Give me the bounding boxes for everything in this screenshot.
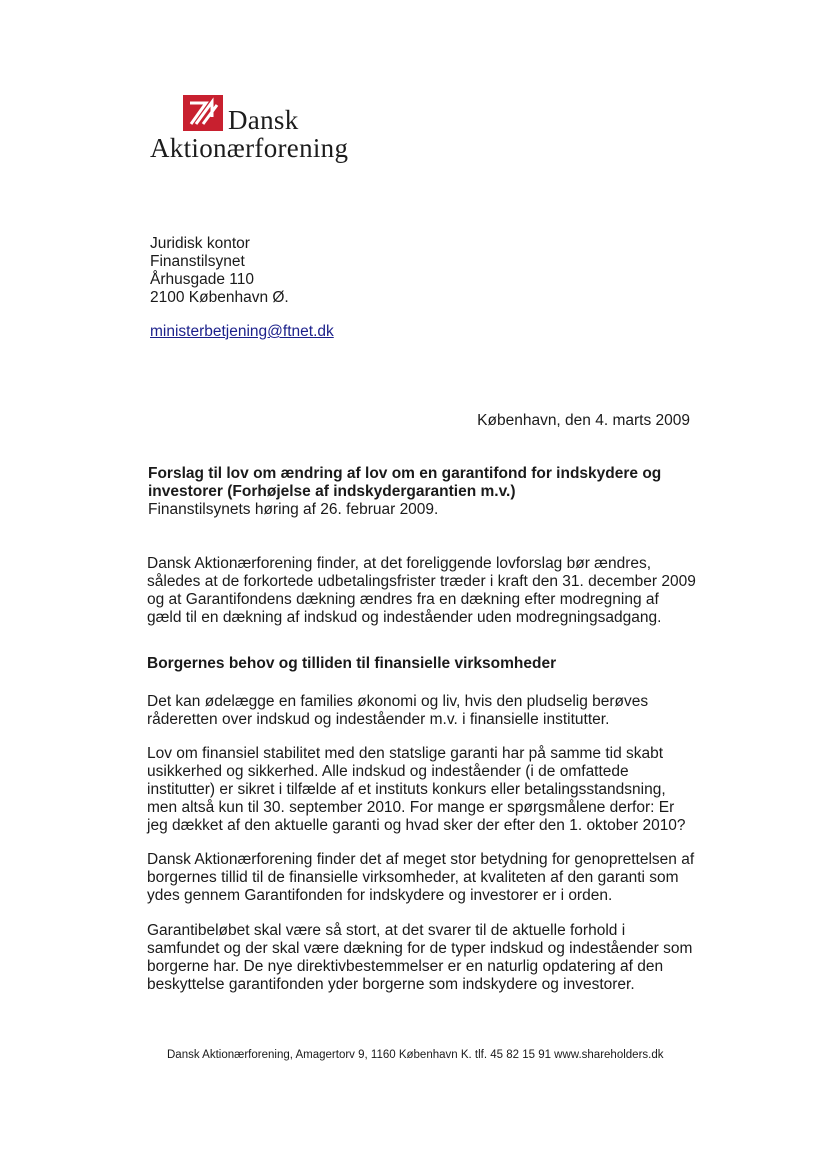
paragraph-line: Dansk Aktionærforening finder det af meget stor betydning for genoprettelsen af [147,851,695,868]
section-heading: Borgernes behov og tilliden til finansielle virksomheder [147,655,557,672]
address-line: Finanstilsynet [150,253,245,270]
logo-mark-icon [183,95,223,131]
dateline: København, den 4. marts 2009 [477,412,690,429]
recipient-address [150,235,289,307]
address-line: 2100 København Ø. [150,289,289,306]
paragraph-line: og at Garantifondens dækning ændres fra en dækning efter modregning af [147,591,659,608]
paragraph-line: borgernes tillid til de finansielle virksomheder, at kvaliteten af den garanti som [147,869,679,886]
subject-block [148,465,661,519]
paragraph-line: ydes gennem Garantifonden for indskydere og investorer er i orden. [147,887,613,904]
paragraph-line: jeg dækket af den aktuelle garanti og hvad sker der efter den 1. oktober 2010? [147,817,686,834]
paragraph-line: Dansk Aktionærforening finder, at det foreliggende lovforslag bør ændres, [147,555,652,572]
paragraph-line: Garantibeløbet skal være så stort, at det svarer til de aktuelle forhold i [147,922,626,939]
footer-contact: Dansk Aktionærforening, Amagertorv 9, 1160 København K. tlf. 45 82 15 91 www.shareholders.dk [167,1049,664,1061]
body-paragraph-2 [147,745,686,835]
subject-subline: Finanstilsynets høring af 26. februar 2009. [148,501,439,518]
paragraph-line: usikkerhed og sikkerhed. Alle indskud og indeståender (i de omfattede [147,763,629,780]
paragraph-line: borgerne har. De nye direktivbestemmelser er en naturlig opdatering af den [147,958,664,975]
paragraph-line: således at de forkortede udbetalingsfrister træder i kraft den 31. december 2009 [147,573,696,590]
paragraph-line: beskyttelse garantifonden yder borgerne som indskydere og investorer. [147,976,635,993]
address-line: Århusgade 110 [150,271,254,288]
body-paragraph-3 [147,851,694,905]
paragraph-line: Lov om finansiel stabilitet med den statslige garanti har på samme tid skabt [147,745,664,762]
intro-paragraph [147,555,696,627]
subject-title-line: Forslag til lov om ændring af lov om en garantifond for indskydere og [148,465,662,482]
paragraph-line: samfundet og der skal være dækning for de typer indskud og indeståender som [147,940,693,957]
logo-text-dansk: Dansk [228,105,299,135]
address-line: Juridisk kontor [150,235,250,252]
paragraph-line: institutter) er sikret i tilfælde af et instituts konkurs eller betalingsstandsning, [147,781,666,798]
paragraph-line: Det kan ødelægge en families økonomi og liv, hvis den pludselig berøves [147,693,649,710]
paragraph-line: men altså kun til 30. september 2010. For mange er spørgsmålene derfor: Er [147,799,675,816]
paragraph-line: gæld til en dækning af indskud og indeståender uden modregningsadgang. [147,609,662,626]
company-logo [150,93,370,173]
body-paragraph-1 [147,693,648,729]
subject-title-line: investorer (Forhøjelse af indskydergarantien m.v.) [148,483,516,500]
recipient-email-link[interactable]: ministerbetjening@ftnet.dk [150,323,334,340]
body-paragraph-4 [147,922,692,994]
logo-text-aktionaerforening: Aktionærforening [150,133,349,163]
paragraph-line: råderetten over indskud og indeståender m.v. i finansielle institutter. [147,711,610,728]
